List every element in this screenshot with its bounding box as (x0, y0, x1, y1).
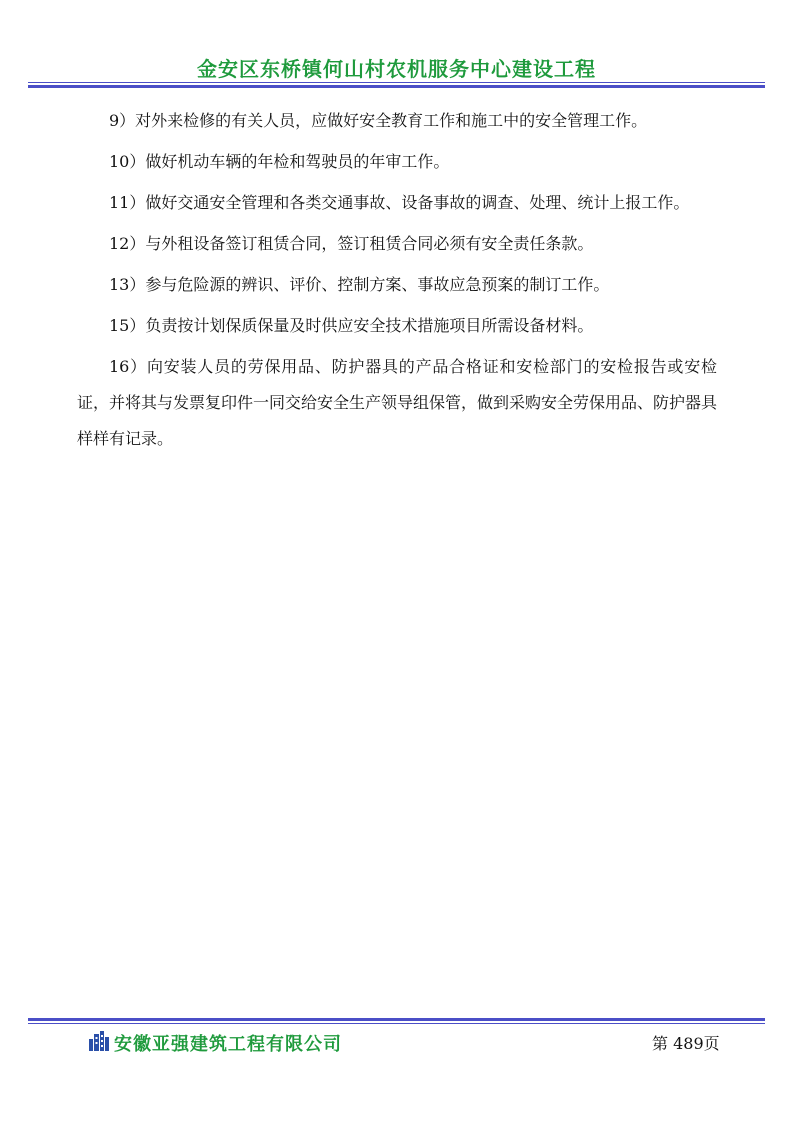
footer-rule-thick (28, 1018, 765, 1021)
paragraph: 13）参与危险源的辨识、评价、控制方案、事故应急预案的制订工作。 (109, 275, 610, 294)
paragraph: 10）做好机动车辆的年检和驾驶员的年审工作。 (109, 152, 450, 171)
header-rule-thick (28, 85, 765, 88)
footer-rule-thin (28, 1023, 765, 1024)
paragraph: 12）与外租设备签订租赁合同，签订租赁合同必须有安全责任条款。 (109, 234, 594, 253)
building-logo-icon (88, 1031, 110, 1051)
paragraph: 16）向安装人员的劳保用品、防护器具的产品合格证和安检部门的安检报告或安检证，并将其与发票复印件一同交给安全生产领导组保管，做到采购安全劳保用品、防护器具样样有记录。 (77, 357, 718, 448)
company-name: 安徽亚强建筑工程有限公司 (114, 1034, 342, 1055)
paragraph: 9）对外来检修的有关人员，应做好安全教育工作和施工中的安全管理工作。 (109, 111, 648, 130)
document-body (77, 103, 717, 462)
document-title: 金安区东桥镇何山村农机服务中心建设工程 (197, 57, 596, 81)
paragraph: 11）做好交通安全管理和各类交通事故、设备事故的调查、处理、统计上报工作。 (109, 193, 690, 212)
page-number: 第 489页 (652, 1034, 720, 1053)
header-rule-thin (28, 82, 765, 83)
paragraph: 15）负责按计划保质保量及时供应安全技术措施项目所需设备材料。 (109, 316, 594, 335)
